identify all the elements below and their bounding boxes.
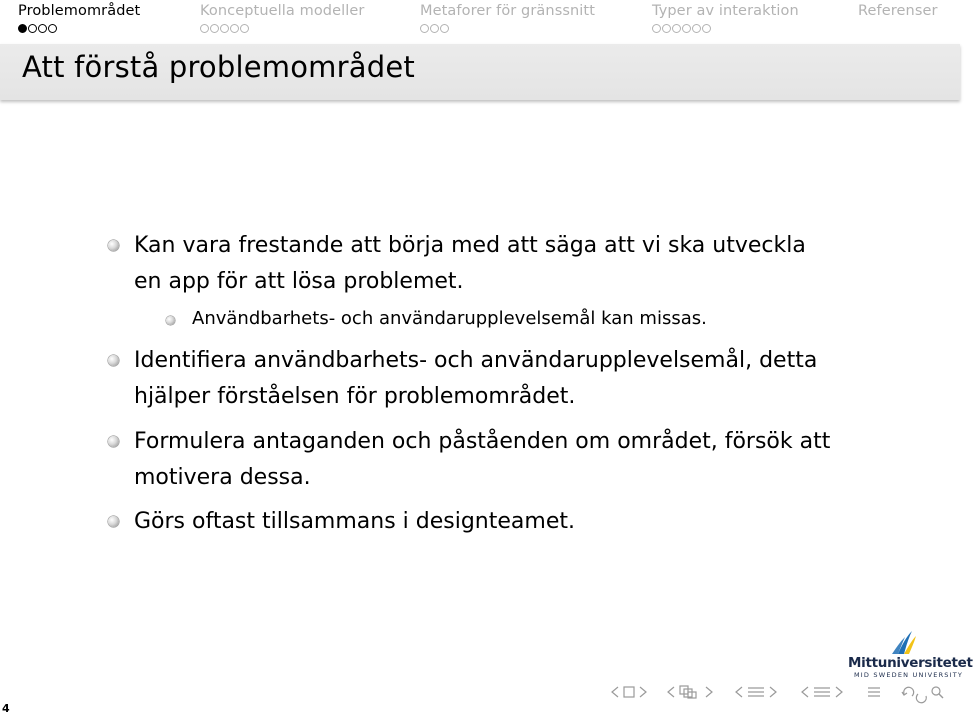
list-item-line: Görs oftast tillsammans i designteamet. xyxy=(134,509,575,534)
list-item-line: Användbarhets- och användarupplevelsemål kan missas. xyxy=(192,308,707,329)
toc-icon[interactable] xyxy=(866,684,882,700)
sub-list-item xyxy=(192,305,912,333)
frame-title: Att förstå problemområdet xyxy=(22,50,415,84)
list-item-line: hjälper förståelsen för problemområdet. xyxy=(134,384,576,409)
nav-section-label: Problemområdet xyxy=(18,3,141,19)
list-item xyxy=(134,228,924,300)
nav-section-label: Konceptuella modeller xyxy=(200,3,365,19)
back-search-icon[interactable] xyxy=(900,684,950,700)
list-item-line: motivera dessa. xyxy=(134,465,311,490)
presentation-navigation-icon[interactable] xyxy=(800,684,854,700)
nav-section-label: Referenser xyxy=(858,3,938,19)
list-item-line: Identifiera användbarhets- och användarupplevelsemål, detta xyxy=(134,348,818,373)
list-item-line: Formulera antaganden och påståenden om området, försök att xyxy=(134,429,831,454)
bullet-icon xyxy=(108,516,119,527)
bullet-icon xyxy=(108,436,119,447)
nav-section-label: Metaforer för gränssnitt xyxy=(420,3,595,19)
frame-navigation-icon[interactable] xyxy=(610,684,654,700)
list-item-line: Kan vara frestande att börja med att säga att vi ska utveckla xyxy=(134,233,806,258)
list-item xyxy=(134,424,924,496)
subsection-navigation-icon[interactable] xyxy=(666,684,722,700)
nav-section-label: Typer av interaktion xyxy=(652,3,799,19)
bullet-icon xyxy=(108,355,119,366)
page-number: 4 xyxy=(2,702,10,715)
bullet-icon xyxy=(166,316,175,325)
logo-name: Mittuniversitetet xyxy=(848,655,973,671)
list-item xyxy=(134,504,924,540)
list-item-line: en app för att lösa problemet. xyxy=(134,269,464,294)
logo-mark-icon xyxy=(848,627,956,657)
bullet-icon xyxy=(108,240,119,251)
logo-subtitle: MID SWEDEN UNIVERSITY xyxy=(854,671,964,679)
list-item xyxy=(134,343,924,415)
section-navigation-icon[interactable] xyxy=(734,684,788,700)
university-logo xyxy=(848,627,973,681)
